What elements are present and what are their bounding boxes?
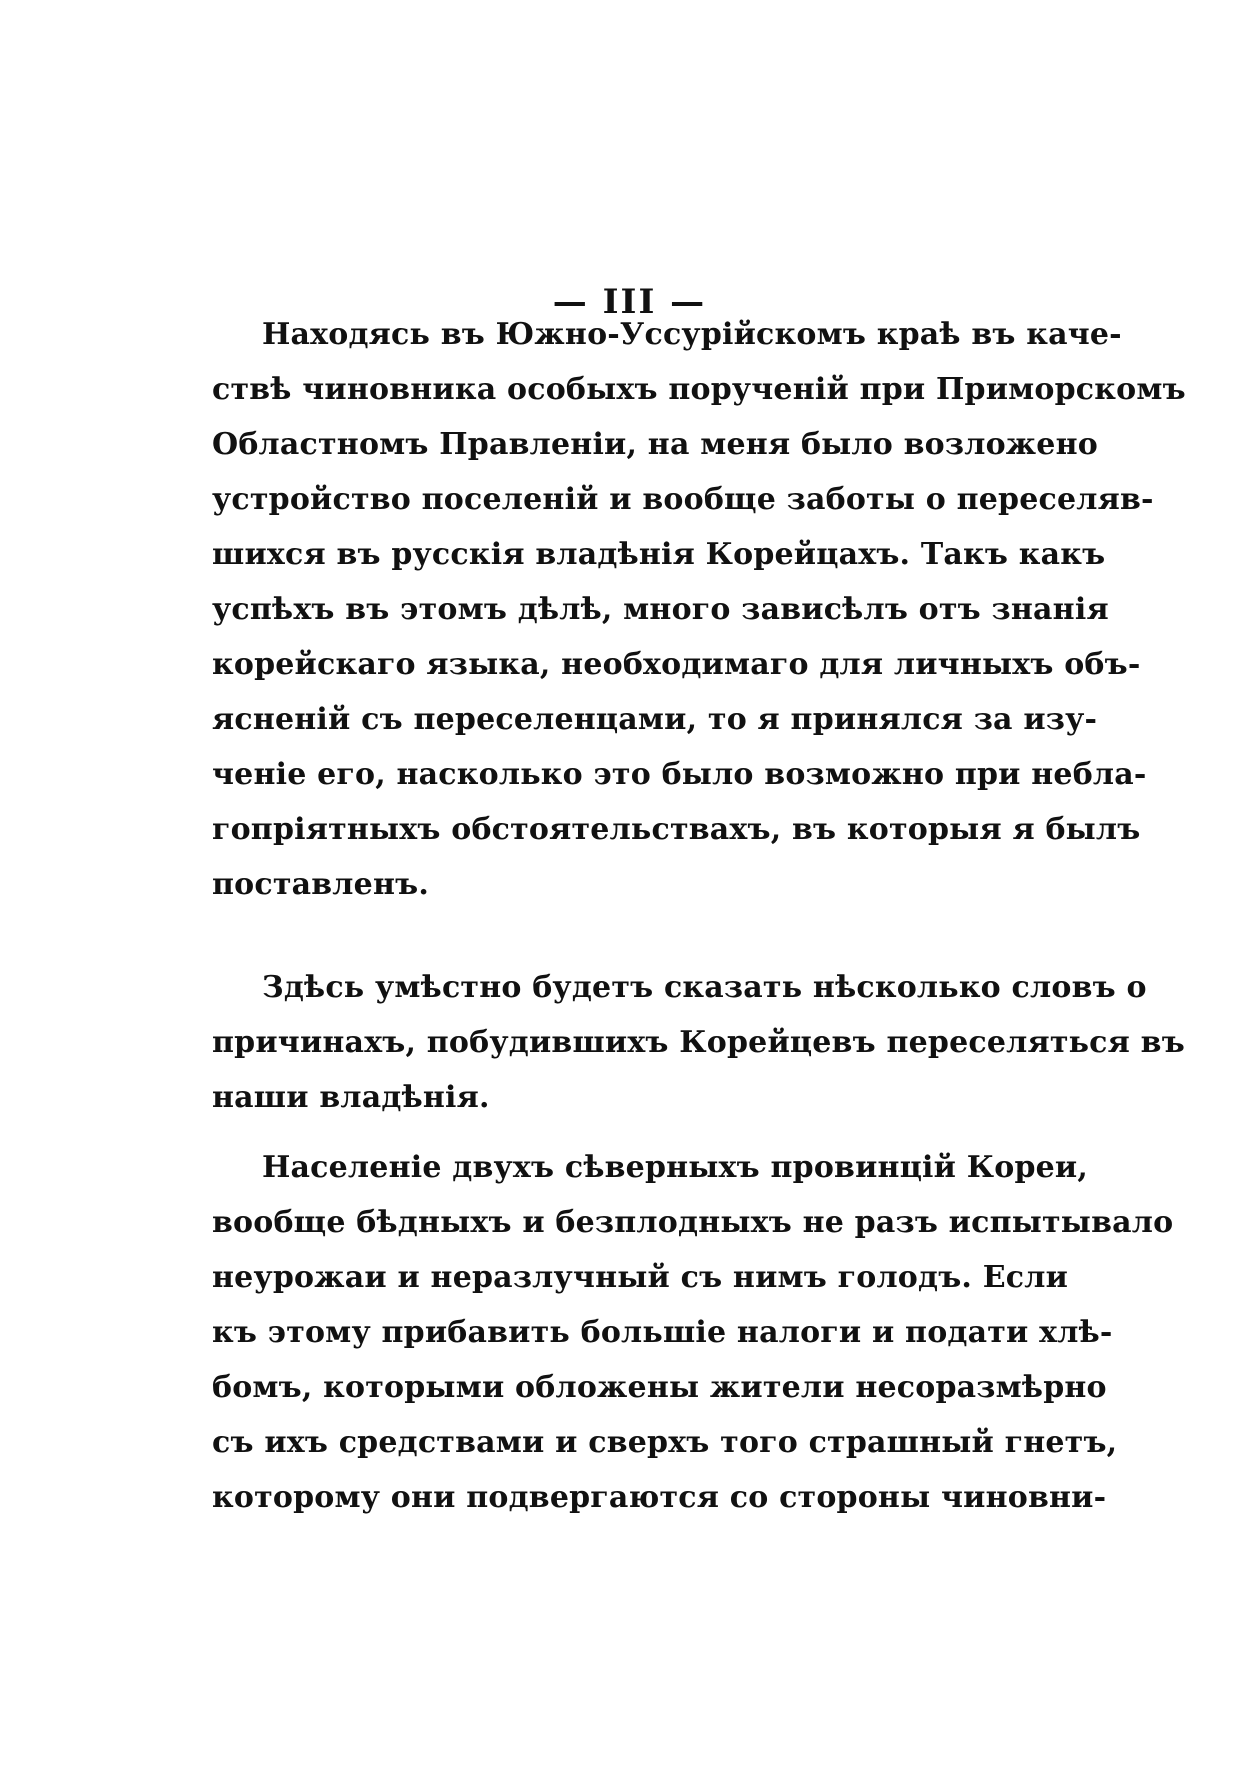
text-line: которому они подвергаются со стороны чиновни-	[212, 1480, 1107, 1515]
text-line: причинахъ, побудившихъ Корейцевъ переселяться въ	[212, 1025, 1185, 1060]
text-line: устройство поселеній и вообще заботы о переселяв-	[212, 482, 1154, 517]
page-number-header: — III —	[552, 282, 707, 322]
text-line: съ ихъ средствами и сверхъ того страшный гнетъ,	[212, 1425, 1118, 1460]
text-line: Здѣсь умѣстно будетъ сказать нѣсколько словъ о	[262, 970, 1147, 1005]
text-line: корейскаго языка, необходимаго для личныхъ объ-	[212, 647, 1141, 682]
text-line: ствѣ чиновника особыхъ порученій при Приморскомъ	[212, 372, 1186, 407]
text-line: наши владѣнія.	[212, 1080, 490, 1115]
text-line: Населеніе двухъ сѣверныхъ провинцій Кореи,	[262, 1150, 1089, 1185]
paragraph-3	[212, 1140, 1174, 1525]
text-line: ясненій съ переселенцами, то я принялся за изу-	[212, 702, 1098, 737]
paragraph-2	[212, 960, 1185, 1125]
text-line: поставленъ.	[212, 867, 429, 902]
text-line: къ этому прибавить большіе налоги и подати хлѣ-	[212, 1315, 1113, 1350]
text-line: ченіе его, насколько это было возможно при небла-	[212, 757, 1147, 792]
text-line: неурожаи и неразлучный съ нимъ голодъ. Если	[212, 1260, 1069, 1295]
text-line: бомъ, которыми обложены жители несоразмѣрно	[212, 1370, 1107, 1405]
paragraph-1	[212, 307, 1186, 912]
text-line: шихся въ русскія владѣнія Корейцахъ. Такъ какъ	[212, 537, 1106, 572]
text-line: вообще бѣдныхъ и безплодныхъ не разъ испытывало	[212, 1205, 1174, 1240]
text-line: Находясь въ Южно-Уссурійскомъ краѣ въ каче-	[262, 317, 1122, 352]
text-line: Областномъ Правленіи, на меня было возложено	[212, 427, 1098, 462]
text-line: успѣхъ въ этомъ дѣлѣ, много зависѣлъ отъ знанія	[212, 592, 1109, 627]
text-line: гопріятныхъ обстоятельствахъ, въ которыя я былъ	[212, 812, 1141, 847]
